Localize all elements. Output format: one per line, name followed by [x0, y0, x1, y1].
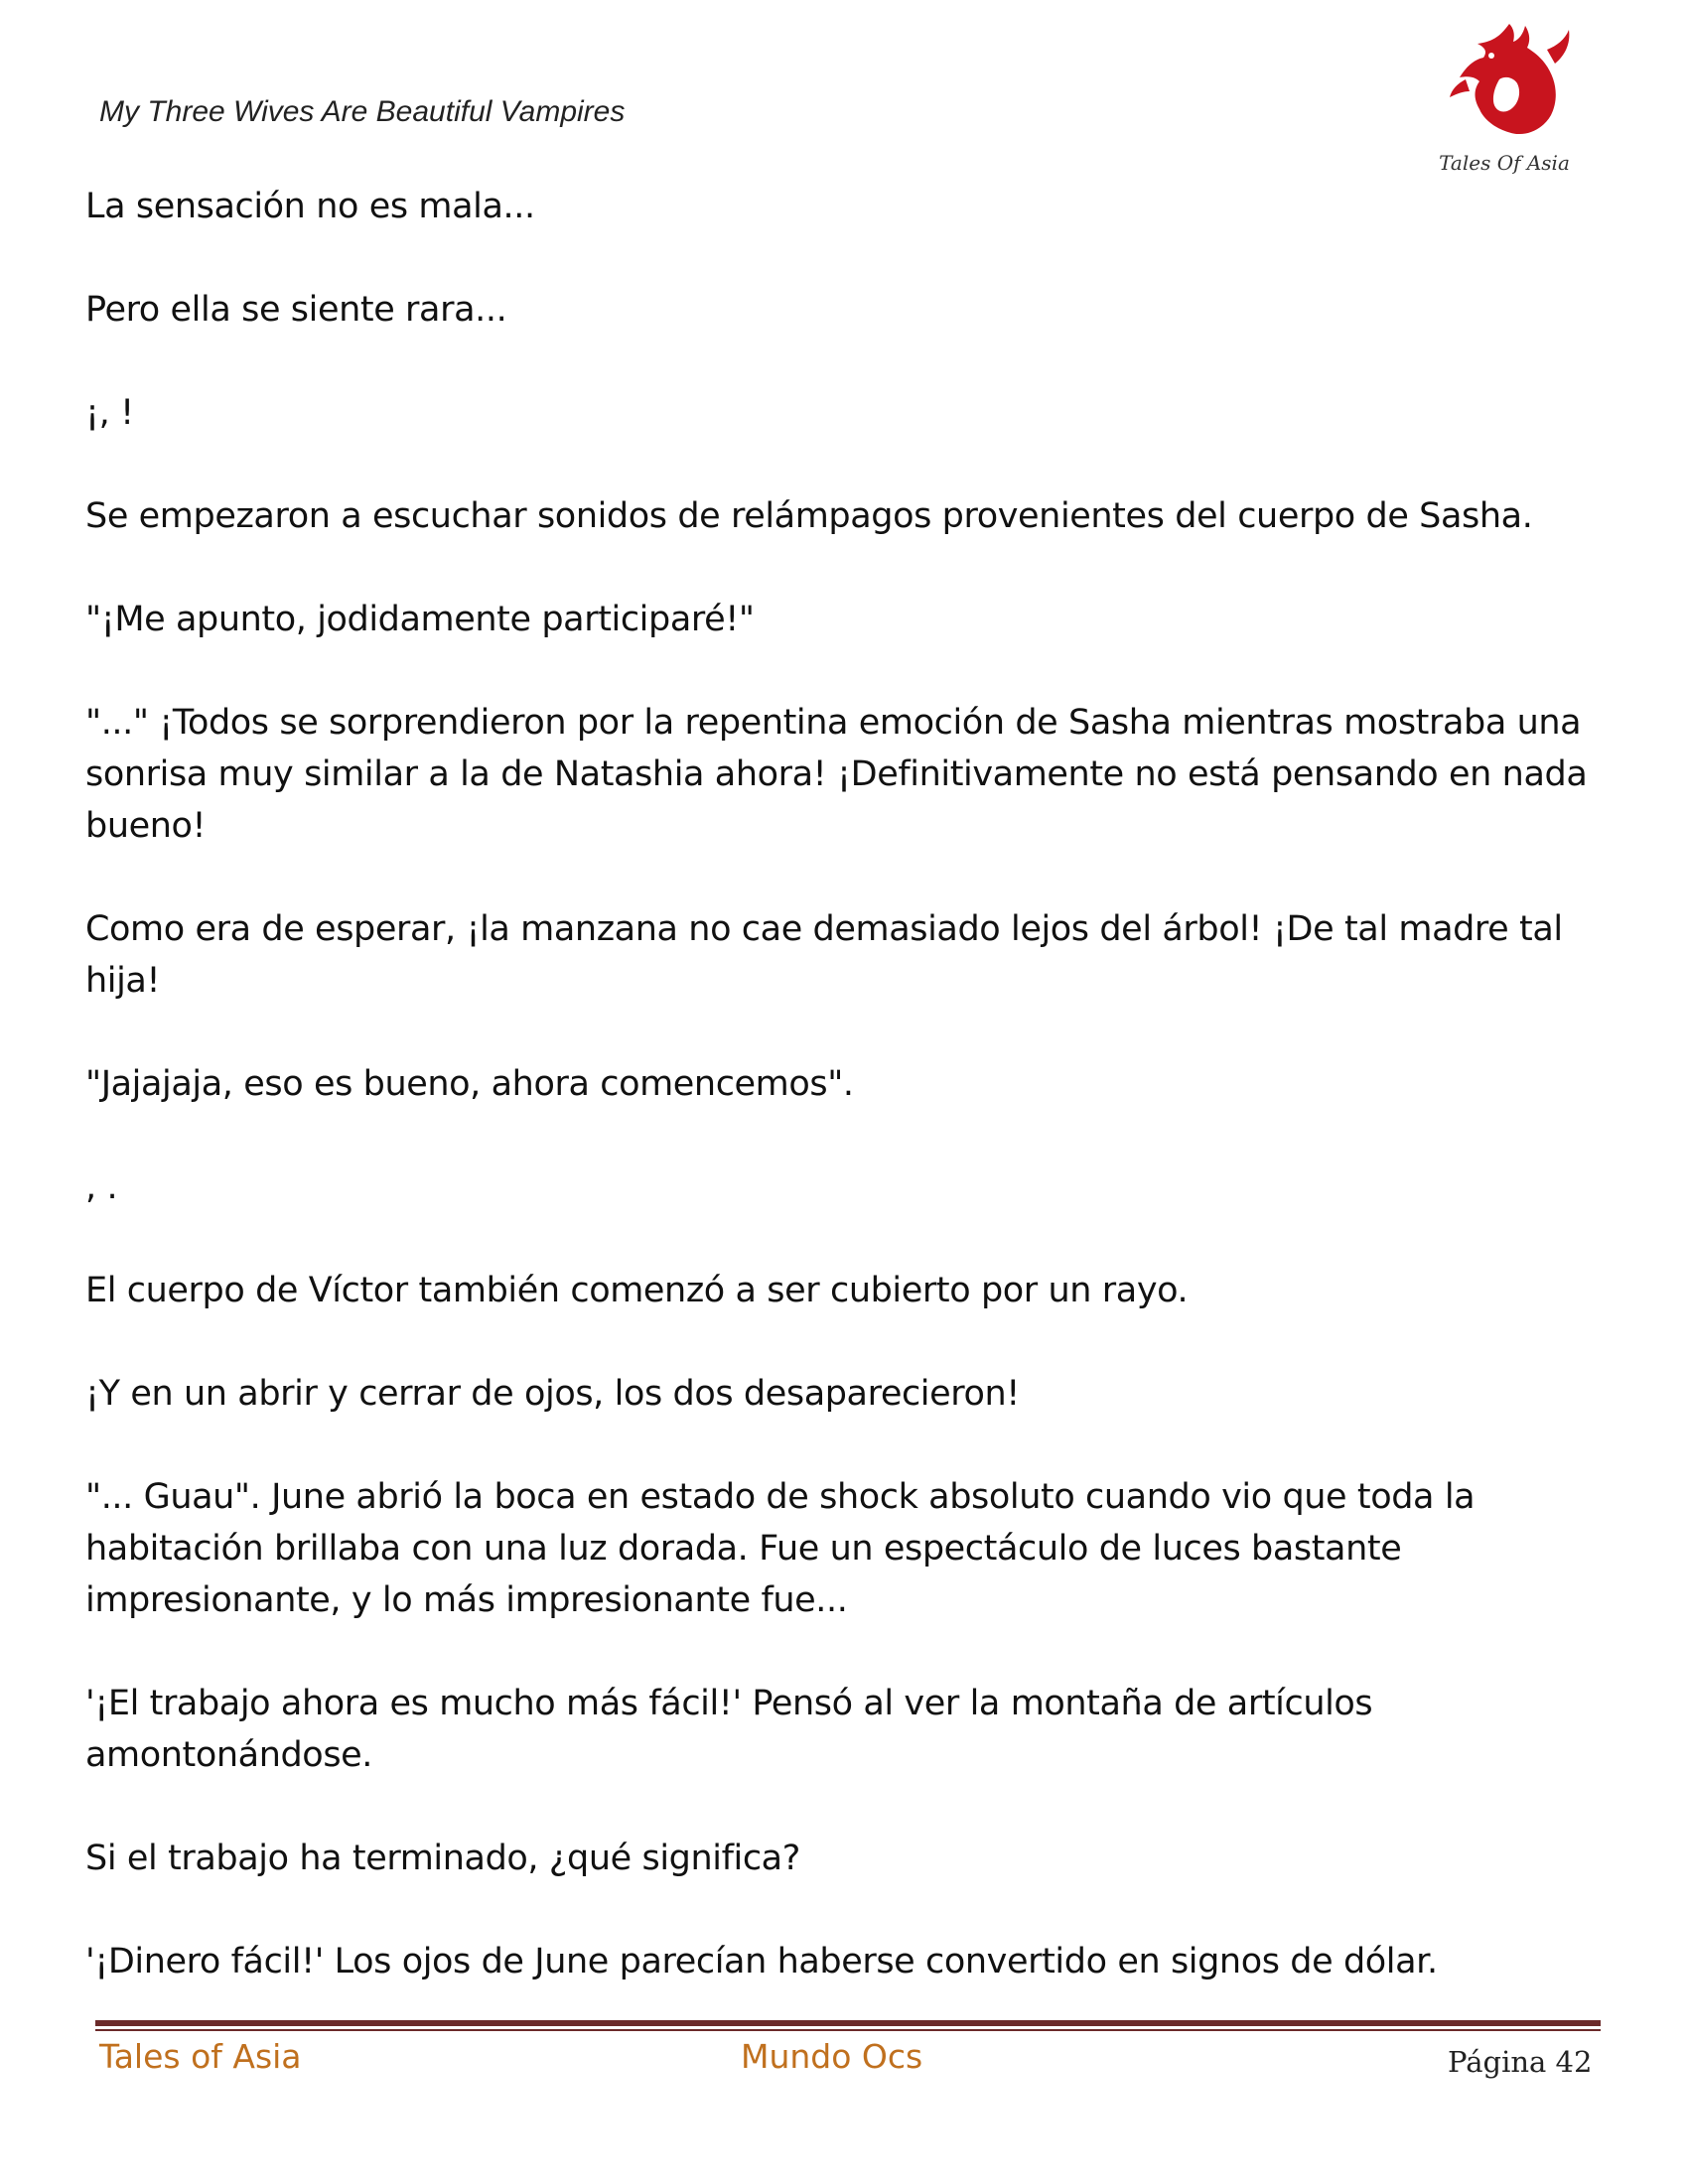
paragraph: ¡, ! [85, 393, 134, 433]
page-label: Página [1448, 2045, 1547, 2079]
paragraph: "..." ¡Todos se sorprendieron por la repentina emoción de Sasha mientras mostraba una sonrisa muy similar a la de Natashia ahora! ¡Definitivamente no está pensando en nada bueno! [85, 703, 1599, 846]
footer-publisher: Tales of Asia [99, 2037, 302, 2076]
paragraph: '¡Dinero fácil!' Los ojos de June parecían haberse convertido en signos de dólar. [85, 1942, 1438, 1981]
page-number-value: 42 [1555, 2045, 1593, 2079]
paragraph: "¡Me apunto, jodidamente participaré!" [85, 600, 755, 639]
paragraph: Como era de esperar, ¡la manzana no cae demasiado lejos del árbol! ¡De tal madre tal hija! [85, 909, 1574, 1001]
book-title: My Three Wives Are Beautiful Vampires [99, 95, 626, 128]
footer-site-name: Mundo Ocs [741, 2037, 923, 2076]
paragraph: Se empezaron a escuchar sonidos de relámpagos provenientes del cuerpo de Sasha. [85, 496, 1533, 536]
paragraph: "... Guau". June abrió la boca en estado de shock absoluto cuando vio que toda la habitación brillaba con una luz dorada. Fue un espectáculo de luces bastante impresionante, y lo más impresionante fue... [85, 1477, 1485, 1620]
paragraph: Si el trabajo ha terminado, ¿qué significa? [85, 1839, 800, 1878]
page-number [1448, 2045, 1592, 2079]
chapter-body [85, 181, 1615, 2039]
paragraph: La sensación no es mala... [85, 187, 535, 226]
red-dragon-icon [1430, 20, 1579, 154]
tales-of-asia-logo [1430, 20, 1579, 184]
paragraph: '¡El trabajo ahora es mucho más fácil!' Pensó al ver la montaña de artículos amontonándose. [85, 1684, 1384, 1775]
logo-text: Tales Of Asia [1439, 151, 1570, 175]
footer-divider [95, 2020, 1601, 2026]
paragraph: "Jajajaja, eso es bueno, ahora comencemos". [85, 1064, 854, 1104]
paragraph: ¡Y en un abrir y cerrar de ojos, los dos desaparecieron! [85, 1374, 1020, 1414]
paragraph: Pero ella se siente rara... [85, 290, 507, 330]
footer-divider-thin [95, 2029, 1601, 2031]
paragraph: , . [85, 1167, 118, 1207]
paragraph: El cuerpo de Víctor también comenzó a ser cubierto por un rayo. [85, 1271, 1189, 1310]
